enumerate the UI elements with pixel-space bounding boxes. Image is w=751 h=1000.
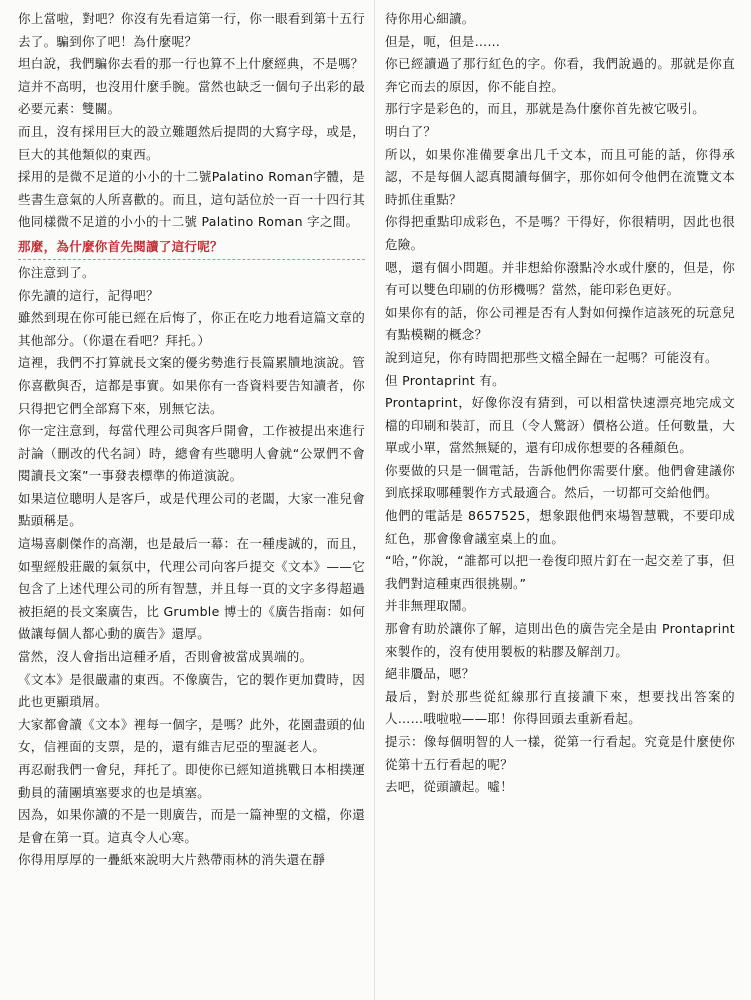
paragraph: 這并不高明，也沒用什麼手腕。當然也缺乏一個句子出彩的最必要元素：雙關。 xyxy=(18,78,365,117)
paragraph: 待你用心細讀。 xyxy=(385,11,475,26)
paragraph: 最后，對於那些從紅線那行直接讀下來，想要找出答案的人……哦啦啦——耶！你得回頭去重新看起。 xyxy=(385,688,735,727)
paragraph: 那行字是彩色的，而且，那就是為什麼你首先被它吸引。 xyxy=(385,101,706,117)
paragraph: 大家都會讀《文本》裡每一個字，是嗎？此外，花園盡頭的仙女，信裡面的支票，是的，還有維吉尼亞的聖誕老人。 xyxy=(18,716,365,755)
right-column xyxy=(385,8,735,799)
paragraph: 《文本》是很嚴肅的東西。不像廣告，它的製作更加費時，因此也更顯瑣屑。 xyxy=(18,671,365,710)
paragraph: 說到這兒，你有時間把那些文檔全歸在一起嗎？可能沒有。 xyxy=(385,349,718,365)
paragraph: 但 Prontaprint 有。 xyxy=(385,372,505,388)
paragraph: 你一定注意到，每當代理公司與客戶開會，工作被提出來進行討論（刪改的代名詞）時，總會有些聰明人會就“公眾們不會閱讀長文案”一事發表標準的佈道演說。 xyxy=(18,423,365,484)
paragraph: 當然，沒人會指出這種矛盾，否則會被當成異端的。 xyxy=(18,649,313,665)
paragraph: 明白了？ xyxy=(385,123,437,139)
paragraph: 雖然到現在你可能已經在后悔了，你正在吃力地看這篇文章的其他部分。（你還在看吧？拜托。） xyxy=(18,310,365,348)
paragraph: Prontaprint，好像你沒有猜到，可以相當快速漂亮地完成文檔的印刷和裝訂，而且（令人驚訝）價格公道。任何數量，大單或小單，當然無疑的，還有印成你想要的各種顏色。 xyxy=(385,395,735,456)
paragraph: 你先讀的這行，記得吧？ xyxy=(18,287,159,303)
paragraph: 你注意到了。 xyxy=(18,264,95,280)
paragraph: 這裡，我們不打算就長文案的優劣勢進行長篇累牘地演說。管你喜歡與否，這都是事實。如果你有一沓資料要告知讀者，你只得把它們全部寫下來，別無它法。 xyxy=(18,355,365,416)
paragraph: 他們的電話是 8657525，想象跟他們來場智慧戰，不要印成紅色，那會像會議室桌上的血。 xyxy=(385,508,735,546)
paragraph: 但是，呃，但是…… xyxy=(385,33,501,49)
left-column xyxy=(18,8,365,872)
paragraph: 去吧，從頭讀起。噓！ xyxy=(385,779,514,795)
paragraph: 再忍耐我們一會兒，拜托了。即使你已經知道挑戰日本相撲運動員的蒲團填塞要求的也是填塞。 xyxy=(18,762,365,800)
paragraph: 因為，如果你讀的不是一則廣告，而是一篇神聖的文檔，你還是會在第一頁。這真令人心寒。 xyxy=(18,807,365,845)
paragraph: 你已經讀過了那行紅色的字。你看，我們說過的。那就是你直奔它而去的原因，你不能自控。 xyxy=(385,56,735,94)
red-headline-line: 那麼，為什麼你首先閱讀了這行呢？ xyxy=(18,237,365,260)
paragraph: 絕非贗品，嗯？ xyxy=(385,666,475,682)
paragraph: 你要做的只是一個電話，告訴他們你需要什麼。他們會建議你到底採取哪種製作方式最適合。然后，一切都可交給他們。 xyxy=(385,462,735,501)
paragraph: 採用的是微不足道的小小的十二號Palatino Roman字體，是些書生意氣的人所喜歡的。而且，這句話位於一百一十四行其他同樣微不足道的小小的十二號 Palatino Roman 字之間。 xyxy=(18,169,365,230)
paragraph: 坦白說，我們騙你去看的那一行也算不上什麼經典，不是嗎？ xyxy=(18,56,364,72)
paragraph: 你得把重點印成彩色，不是嗎？干得好，你很精明，因此也很危險。 xyxy=(385,214,735,252)
column-divider xyxy=(374,0,375,1000)
paragraph: 嗯，還有個小問題。并非想給你潑點冷水或什麼的，但是，你有可以雙色印刷的仿形機嗎？當然，能印彩色更好。 xyxy=(385,259,735,298)
paragraph: 如果這位聰明人是客戶，或是代理公司的老闆，大家一准兒會點頭稱是。 xyxy=(18,490,365,529)
paragraph: “哈，”你說，“誰都可以把一卷復印照片釘在一起交差了事，但我們對這種東西很挑剔。” xyxy=(385,553,735,591)
paragraph: 如果你有的話，你公司裡是否有人對如何操作這該死的玩意兒有點模糊的概念？ xyxy=(385,304,735,343)
paragraph: 那會有助於讓你了解，這則出色的廣告完全是由 Prontaprint 來製作的，沒有使用製板的粘膠及解剖刀。 xyxy=(385,621,735,659)
paragraph: 而且，沒有採用巨大的設立難題然后提問的大寫字母，或是，巨大的其他類似的東西。 xyxy=(18,123,365,162)
paragraph: 這場喜劇傑作的高潮，也是最后一幕：在一種虔誠的，而且，如聖經般莊嚴的氣氛中，代理公司向客戶提交《文本》——它包含了上述代理公司的所有智慧，并且每一頁的文字多得超過被拒絕的長文案廣告，比 Grumble 博士的《廣告指南：如何做讓每個人都心動的廣告》還厚。 xyxy=(18,536,365,642)
paragraph: 并非無理取鬧。 xyxy=(385,598,475,614)
paragraph: 你上當啦，對吧？你沒有先看這第一行，你一眼看到第十五行去了。騙到你了吧！為什麼呢？ xyxy=(18,11,365,49)
paragraph: 提示：像每個明智的人一樣，從第一行看起。究竟是什麼使你從第十五行看起的呢？ xyxy=(385,734,735,772)
paragraph: 你得用厚厚的一疊紙來說明大片熱帶雨林的消失還在靜 xyxy=(18,852,326,868)
paragraph: 所以，如果你准備要拿出几千文本，而且可能的話，你得承認，不是每個人認真閱讀每個字，那你如何令他們在流覽文本時抓住重點？ xyxy=(385,146,735,207)
